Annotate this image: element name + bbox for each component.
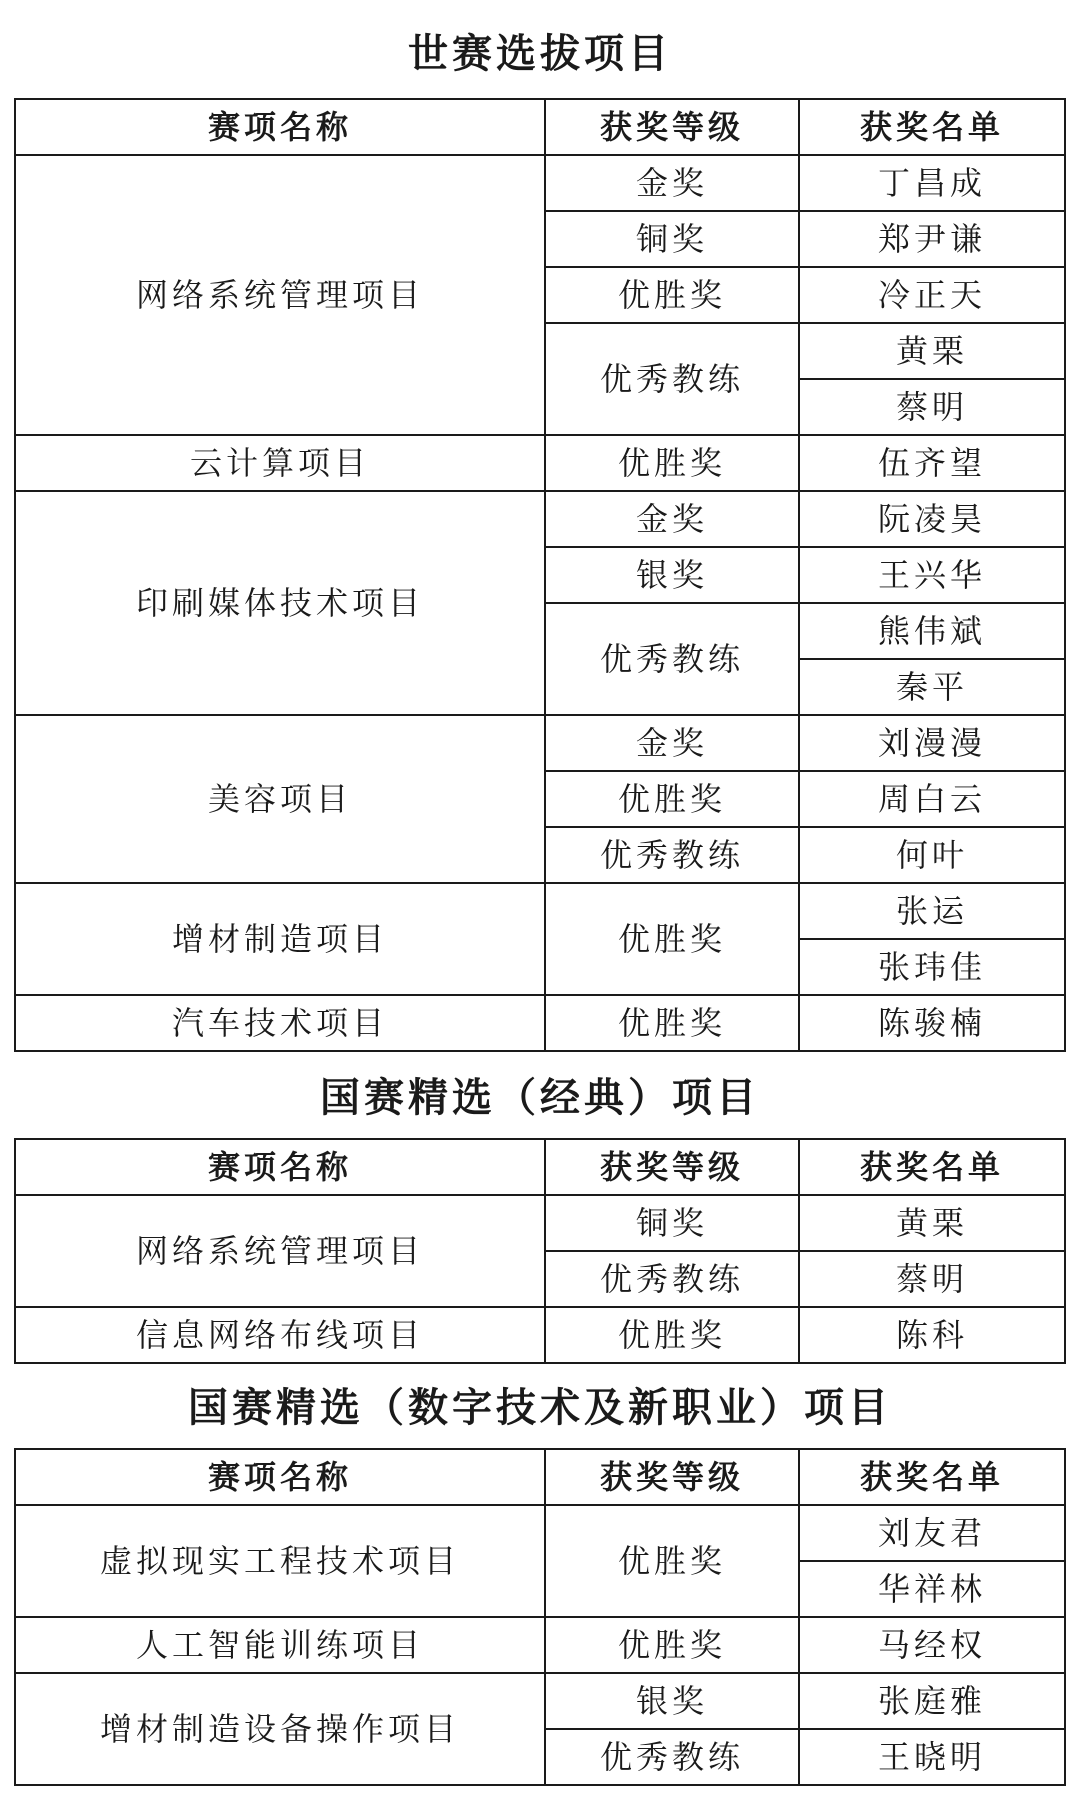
table-header-row [15, 99, 1065, 155]
table-row [15, 995, 1065, 1051]
winner-name: 陈骏楠 [799, 995, 1065, 1051]
winner-name: 熊伟斌 [799, 603, 1065, 659]
award-level: 优胜奖 [545, 1307, 799, 1363]
table-header-row [15, 1139, 1065, 1195]
winner-name: 张庭雅 [799, 1673, 1065, 1729]
winner-name: 秦平 [799, 659, 1065, 715]
header-level: 获奖等级 [545, 99, 799, 155]
awards-table [14, 98, 1066, 1052]
award-level: 优胜奖 [545, 883, 799, 995]
header-winners: 获奖名单 [799, 1449, 1065, 1505]
award-level: 优秀教练 [545, 1729, 799, 1785]
winner-name: 郑尹谦 [799, 211, 1065, 267]
table-row [15, 155, 1065, 211]
winner-name: 王兴华 [799, 547, 1065, 603]
award-level: 金奖 [545, 715, 799, 771]
section-title: 国赛精选（经典）项目 [320, 1074, 760, 1121]
winner-name: 黄栗 [799, 1195, 1065, 1251]
award-level: 金奖 [545, 155, 799, 211]
award-level: 优秀教练 [545, 603, 799, 715]
winner-name: 陈科 [799, 1307, 1065, 1363]
header-event: 赛项名称 [15, 1449, 545, 1505]
table-row [15, 1617, 1065, 1673]
winner-name: 冷正天 [799, 267, 1065, 323]
event-name: 增材制造设备操作项目 [15, 1673, 545, 1785]
event-name: 增材制造项目 [15, 883, 545, 995]
winner-name: 华祥林 [799, 1561, 1065, 1617]
winner-name: 伍齐望 [799, 435, 1065, 491]
award-level: 优胜奖 [545, 771, 799, 827]
event-name: 云计算项目 [15, 435, 545, 491]
winner-name: 刘漫漫 [799, 715, 1065, 771]
event-name: 网络系统管理项目 [15, 155, 545, 435]
event-name: 虚拟现实工程技术项目 [15, 1505, 545, 1617]
table-row [15, 1195, 1065, 1251]
award-level: 优胜奖 [545, 267, 799, 323]
table-row [15, 1505, 1065, 1561]
winner-name: 张玮佳 [799, 939, 1065, 995]
winner-name: 王晓明 [799, 1729, 1065, 1785]
award-level: 金奖 [545, 491, 799, 547]
award-level: 铜奖 [545, 1195, 799, 1251]
winner-name: 蔡明 [799, 379, 1065, 435]
awards-table [14, 1448, 1066, 1786]
section-title: 国赛精选（数字技术及新职业）项目 [188, 1384, 892, 1431]
award-level: 优秀教练 [545, 323, 799, 435]
winner-name: 何叶 [799, 827, 1065, 883]
table-row [15, 883, 1065, 939]
header-event: 赛项名称 [15, 99, 545, 155]
award-level: 优胜奖 [545, 435, 799, 491]
winner-name: 阮凌昊 [799, 491, 1065, 547]
winner-name: 黄栗 [799, 323, 1065, 379]
event-name: 印刷媒体技术项目 [15, 491, 545, 715]
winner-name: 蔡明 [799, 1251, 1065, 1307]
table-row [15, 435, 1065, 491]
winner-name: 刘友君 [799, 1505, 1065, 1561]
winner-name: 周白云 [799, 771, 1065, 827]
award-level: 铜奖 [545, 211, 799, 267]
event-name: 网络系统管理项目 [15, 1195, 545, 1307]
award-level: 银奖 [545, 547, 799, 603]
winner-name: 张运 [799, 883, 1065, 939]
header-level: 获奖等级 [545, 1139, 799, 1195]
event-name: 汽车技术项目 [15, 995, 545, 1051]
event-name: 美容项目 [15, 715, 545, 883]
award-level: 优秀教练 [545, 827, 799, 883]
header-level: 获奖等级 [545, 1449, 799, 1505]
table-row [15, 1307, 1065, 1363]
award-level: 优胜奖 [545, 995, 799, 1051]
table-row [15, 715, 1065, 771]
header-event: 赛项名称 [15, 1139, 545, 1195]
award-level: 优胜奖 [545, 1617, 799, 1673]
header-winners: 获奖名单 [799, 1139, 1065, 1195]
winner-name: 丁昌成 [799, 155, 1065, 211]
event-name: 信息网络布线项目 [15, 1307, 545, 1363]
section-title: 世赛选拔项目 [408, 30, 672, 77]
header-winners: 获奖名单 [799, 99, 1065, 155]
table-row [15, 491, 1065, 547]
event-name: 人工智能训练项目 [15, 1617, 545, 1673]
table-header-row [15, 1449, 1065, 1505]
awards-table [14, 1138, 1066, 1364]
table-row [15, 1673, 1065, 1729]
award-level: 优秀教练 [545, 1251, 799, 1307]
award-level: 银奖 [545, 1673, 799, 1729]
winner-name: 马经权 [799, 1617, 1065, 1673]
award-level: 优胜奖 [545, 1505, 799, 1617]
